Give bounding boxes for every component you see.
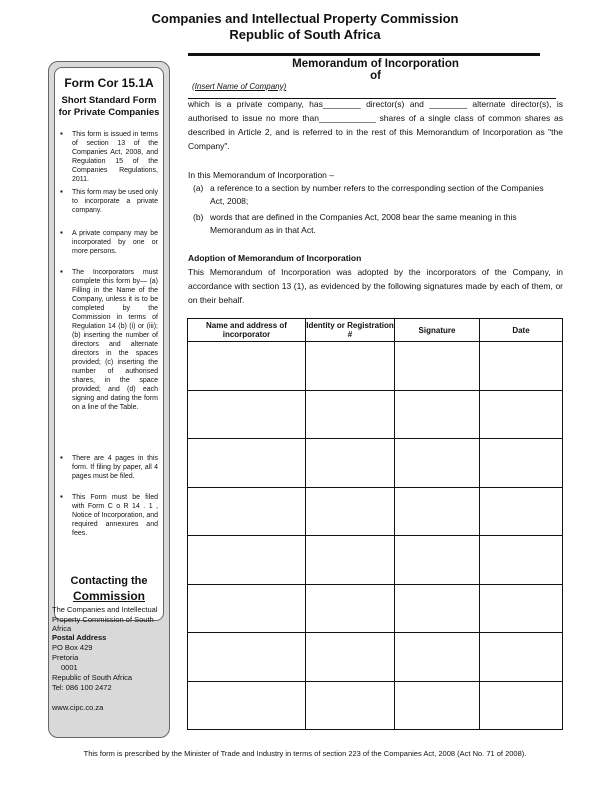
signature-cell[interactable] xyxy=(395,633,480,682)
postal-line-4: Republic of South Africa xyxy=(52,673,133,682)
form-number: Form Cor 15.1A xyxy=(64,76,154,90)
date-cell[interactable] xyxy=(480,439,563,488)
identity-cell[interactable] xyxy=(306,487,395,536)
table-row xyxy=(188,681,563,730)
adoption-heading: Adoption of Memorandum of Incorporation xyxy=(188,253,362,263)
identity-cell[interactable] xyxy=(306,390,395,439)
postal-line-3: 0001 xyxy=(61,663,78,672)
table-row xyxy=(188,439,563,488)
telephone: Tel: 086 100 2472 xyxy=(52,683,112,692)
date-cell[interactable] xyxy=(480,681,563,730)
sidebar-note-6: ▪ This Form must be filed with Form C o R 14 . 1 , Notice of Incorporation, and required annexures and fees. xyxy=(72,493,158,538)
table-row xyxy=(188,536,563,585)
identity-cell[interactable] xyxy=(306,439,395,488)
identity-cell[interactable] xyxy=(306,584,395,633)
sidebar-note-5: ▪ There are 4 pages in this form. If filing by paper, all 4 pages must be filed. xyxy=(72,454,158,481)
postal-line-2: Pretoria xyxy=(52,653,79,662)
adoption-paragraph: This Memorandum of Incorporation was adopted by the incorporators of the Company, in accordance with section 13 (1), as evidenced by the following signatures made by each of them, or on their behalf. xyxy=(188,267,563,305)
col-header-date: Date xyxy=(480,319,563,342)
sidebar-note-3: ▪ A private company may be incorporated by one or more persons. xyxy=(72,229,158,256)
website-link[interactable]: www.cipc.co.za xyxy=(52,703,104,712)
identity-cell[interactable] xyxy=(306,342,395,391)
name-address-cell[interactable] xyxy=(188,390,306,439)
identity-cell[interactable] xyxy=(306,681,395,730)
sidebar xyxy=(48,61,170,738)
company-name-label: (Insert Name of Company) xyxy=(192,82,287,91)
form-subtitle-line2: for Private Companies xyxy=(58,107,160,118)
signature-cell[interactable] xyxy=(395,439,480,488)
sidebar-note-2: ▪ This form may be used only to incorporate a private company. xyxy=(72,188,158,215)
table-row xyxy=(188,487,563,536)
header-rule xyxy=(188,53,540,56)
date-cell[interactable] xyxy=(480,342,563,391)
table-row xyxy=(188,390,563,439)
contact-intro: The Companies and Intellectual Property Commission of South Africa xyxy=(52,605,158,633)
name-address-cell[interactable] xyxy=(188,633,306,682)
header-country: Republic of South Africa xyxy=(229,27,381,42)
name-address-cell[interactable] xyxy=(188,342,306,391)
postal-line-1: PO Box 429 xyxy=(52,643,93,652)
sidebar-info-box xyxy=(54,67,164,621)
name-address-cell[interactable] xyxy=(188,681,306,730)
identity-cell[interactable] xyxy=(306,633,395,682)
table-row xyxy=(188,342,563,391)
name-address-cell[interactable] xyxy=(188,536,306,585)
signature-table xyxy=(187,318,563,730)
intro-paragraph: which is a private company, has________ director(s) and ________ alternate director(s), is authorised to issue no more than____________ shares of a single class of common shares as described in Article 2, and is referred to in the rest of this Memorandum of Incorporation as "the Company". xyxy=(188,99,563,151)
signature-cell[interactable] xyxy=(395,342,480,391)
signature-cell[interactable] xyxy=(395,584,480,633)
sidebar-note-4: ▪ The Incorporators must complete this form by— (a) Filling in the Name of the Company, unless it is to be completed by the Commission in terms of Regulation 14 (b) (i) or (iii); (b) inserting the number of directors and alternate directors in the spaces provided; (c) inserting the number of authorised shares, in the space provided; and (d) each signing and dating the form on a line of the Table. xyxy=(72,268,158,412)
name-address-cell[interactable] xyxy=(188,487,306,536)
signature-cell[interactable] xyxy=(395,487,480,536)
signature-cell[interactable] xyxy=(395,681,480,730)
item-a-label: (a) xyxy=(193,183,204,193)
contact-heading: Contacting the xyxy=(70,575,148,587)
item-b-text: words that are defined in the Companies Act, 2008 bear the same meaning in this Memorandum as in that Act. xyxy=(210,212,517,235)
item-a-text: a reference to a section by number refers to the corresponding section of the Companies Act, 2008; xyxy=(210,183,544,206)
date-cell[interactable] xyxy=(480,390,563,439)
date-cell[interactable] xyxy=(480,487,563,536)
postal-address-label: Postal Address xyxy=(52,633,107,642)
form-subtitle-line1: Short Standard Form xyxy=(61,95,157,106)
date-cell[interactable] xyxy=(480,633,563,682)
col-header-identity: Identity or Registration # xyxy=(306,319,395,342)
form-subtitle xyxy=(55,95,163,119)
contact-heading-commission: Commission xyxy=(72,589,145,603)
signature-cell[interactable] xyxy=(395,536,480,585)
header-commission-name: Companies and Intellectual Property Commission xyxy=(151,11,459,26)
identity-cell[interactable] xyxy=(306,536,395,585)
col-header-signature: Signature xyxy=(395,319,480,342)
footer-note: This form is prescribed by the Minister of Trade and Industry in terms of section 223 of the Companies Act, 2008 (Act No. 71 of 2008). xyxy=(83,749,527,758)
date-cell[interactable] xyxy=(480,584,563,633)
date-cell[interactable] xyxy=(480,536,563,585)
document-title-of: of xyxy=(370,70,381,82)
definitions-intro: In this Memorandum of Incorporation – xyxy=(188,170,334,180)
table-row xyxy=(188,584,563,633)
table-row xyxy=(188,633,563,682)
name-address-cell[interactable] xyxy=(188,584,306,633)
document-title: Memorandum of Incorporation xyxy=(292,58,459,70)
item-b-label: (b) xyxy=(193,212,204,222)
col-header-name-address: Name and address of incorporator xyxy=(188,319,306,342)
signature-cell[interactable] xyxy=(395,390,480,439)
sidebar-note-1: ▪ This form is issued in terms of section 13 of the Companies Act, 2008, and Regulation 15 of the Companies Regulations, 2011. xyxy=(72,130,158,184)
name-address-cell[interactable] xyxy=(188,439,306,488)
